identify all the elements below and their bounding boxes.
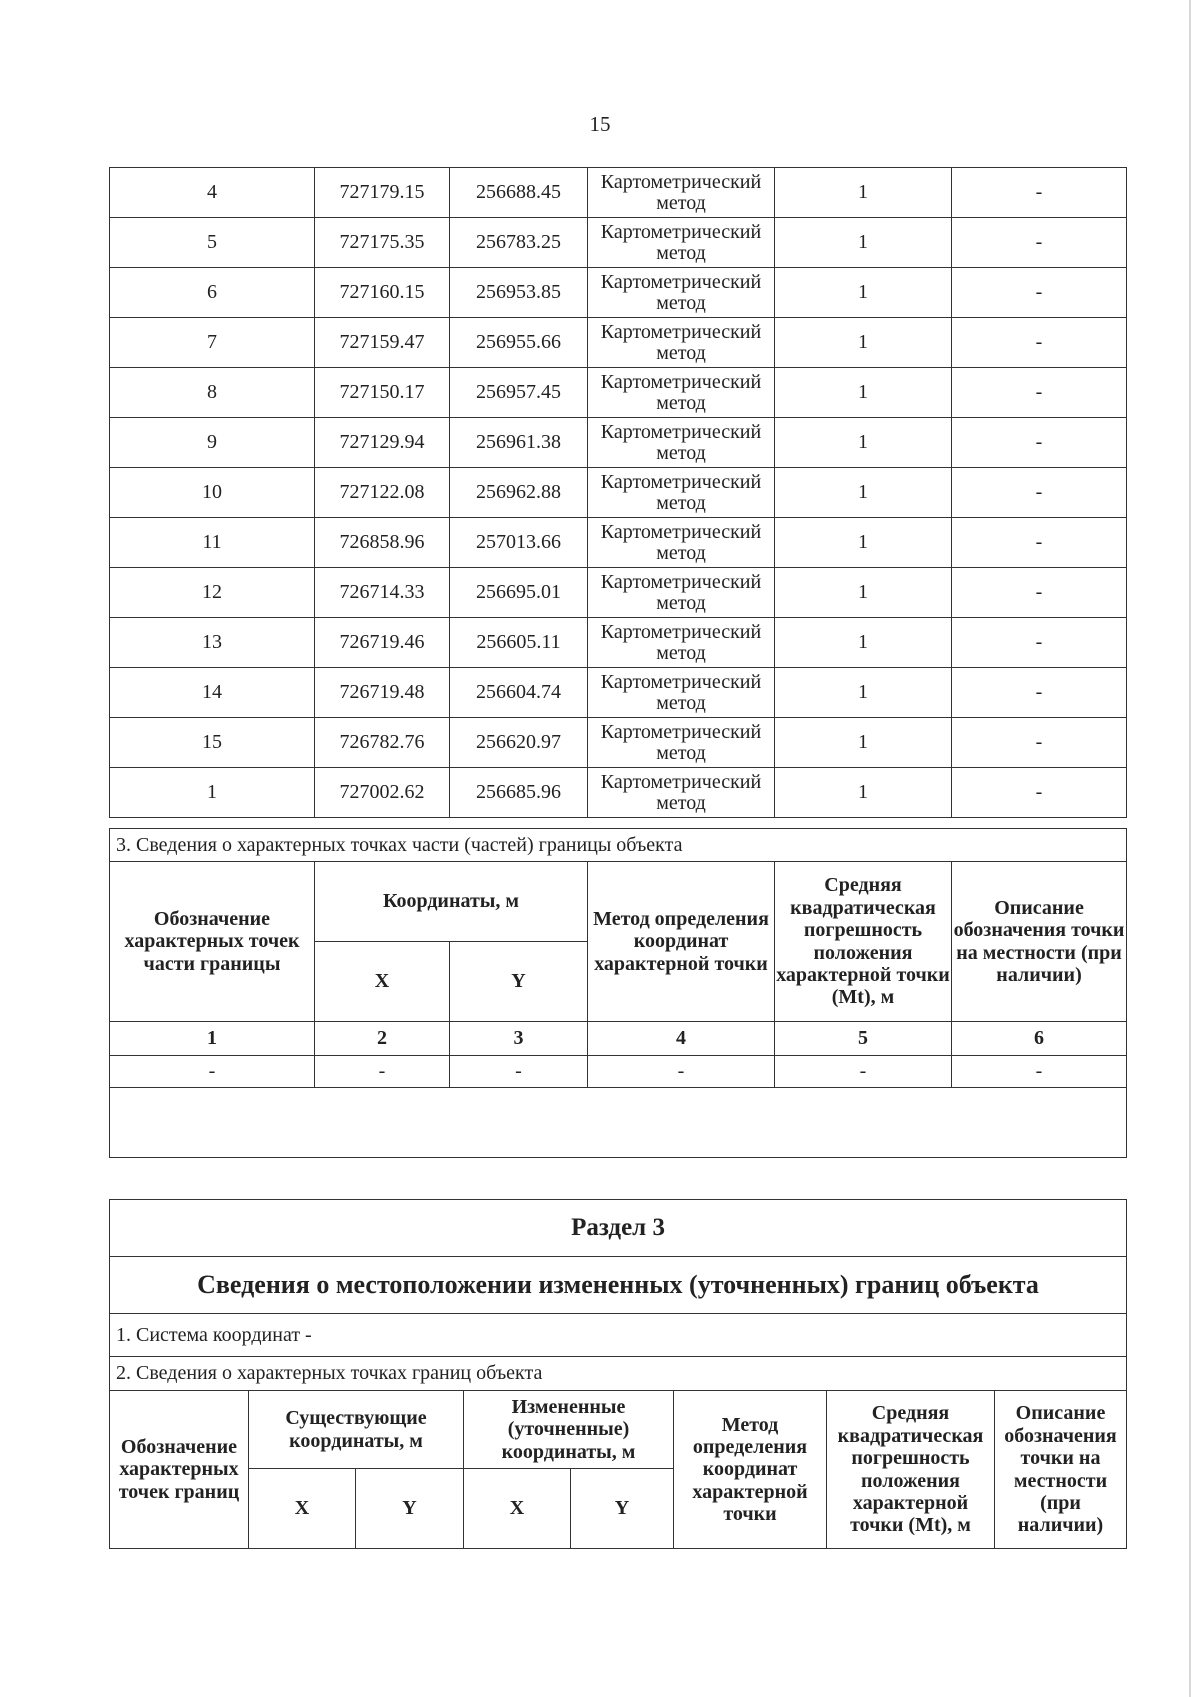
x-cell: 727159.47	[315, 318, 450, 368]
method-line1: Картометрический	[600, 421, 762, 444]
method-line1: Картометрический	[600, 271, 762, 294]
page-edge-line	[1189, 0, 1191, 1697]
y-cell: 256953.85	[450, 268, 588, 318]
method-line2: метод	[656, 591, 706, 614]
col-number: 1	[110, 1022, 315, 1056]
point-cell: 15	[110, 718, 315, 768]
mt-cell: 1	[775, 168, 952, 218]
header-changed-coordinates: Измененные (уточненные) координаты, м	[464, 1391, 674, 1469]
method-line1: Картометрический	[600, 171, 762, 194]
x-cell: 727002.62	[315, 768, 450, 818]
header-mt: Средняя квадратическая погрешность положения характерной точки (Mt), м	[775, 862, 952, 1022]
coordinate-row	[110, 668, 1127, 718]
point-cell: 8	[110, 368, 315, 418]
coordinate-row	[110, 418, 1127, 468]
method-line1: Картометрический	[600, 221, 762, 244]
header-existing-x: X	[249, 1469, 356, 1549]
method-cell	[588, 318, 775, 368]
description-cell: -	[952, 618, 1127, 668]
description-cell: -	[952, 718, 1127, 768]
mt-cell: 1	[775, 768, 952, 818]
coordinate-row	[110, 268, 1127, 318]
y-cell: 256685.96	[450, 768, 588, 818]
coordinates-table	[109, 167, 1127, 818]
method-cell	[588, 468, 775, 518]
coordinate-row	[110, 518, 1127, 568]
mt-cell: 1	[775, 518, 952, 568]
coordinates-table-body	[110, 168, 1127, 818]
description-cell: -	[952, 168, 1127, 218]
y-cell: 256961.38	[450, 418, 588, 468]
method-cell	[588, 168, 775, 218]
col-number: 5	[775, 1022, 952, 1056]
point-cell: 10	[110, 468, 315, 518]
method-line2: метод	[656, 441, 706, 464]
description-cell: -	[952, 418, 1127, 468]
method-line1: Картометрический	[600, 321, 762, 344]
coordinate-row	[110, 768, 1127, 818]
method-line2: метод	[656, 391, 706, 414]
y-cell: 256962.88	[450, 468, 588, 518]
coordinate-row	[110, 618, 1127, 668]
parts-points-table	[109, 828, 1127, 1158]
method-cell	[588, 768, 775, 818]
point-cell: 12	[110, 568, 315, 618]
points-caption: 2. Сведения о характерных точках границ объекта	[110, 1357, 1127, 1391]
method-cell	[588, 218, 775, 268]
method-cell	[588, 418, 775, 468]
x-cell: 727175.35	[315, 218, 450, 268]
y-cell: 256605.11	[450, 618, 588, 668]
mt-cell: 1	[775, 568, 952, 618]
description-cell: -	[952, 668, 1127, 718]
section3-table	[109, 1199, 1127, 1549]
section-subtitle: Сведения о местоположении измененных (уточненных) границ объекта	[110, 1257, 1127, 1314]
description-cell: -	[952, 768, 1127, 818]
coordinate-row	[110, 368, 1127, 418]
description-cell: -	[952, 568, 1127, 618]
header-changed-x: X	[464, 1469, 571, 1549]
method-cell	[588, 568, 775, 618]
y-cell: 256695.01	[450, 568, 588, 618]
header-coordinates: Координаты, м	[315, 862, 588, 942]
x-cell: 727129.94	[315, 418, 450, 468]
method-cell	[588, 718, 775, 768]
y-cell: 256604.74	[450, 668, 588, 718]
x-cell: 726719.46	[315, 618, 450, 668]
point-cell: 9	[110, 418, 315, 468]
point-cell: 7	[110, 318, 315, 368]
method-line2: метод	[656, 691, 706, 714]
header-point-designation: Обозначение характерных точек части границы	[110, 862, 315, 1022]
header-method: Метод определения координат характерной точки	[674, 1391, 827, 1549]
method-line1: Картометрический	[600, 771, 762, 794]
coordinate-row	[110, 318, 1127, 368]
point-cell: 5	[110, 218, 315, 268]
header-changed-y: Y	[571, 1469, 674, 1549]
description-cell: -	[952, 318, 1127, 368]
mt-cell: 1	[775, 718, 952, 768]
empty-cell: -	[775, 1056, 952, 1088]
section-title: Раздел 3	[110, 1200, 1127, 1257]
point-cell: 6	[110, 268, 315, 318]
method-line2: метод	[656, 791, 706, 814]
header-method: Метод определения координат характерной точки	[588, 862, 775, 1022]
coordinate-row	[110, 718, 1127, 768]
method-line1: Картометрический	[600, 471, 762, 494]
coordinate-row	[110, 218, 1127, 268]
y-cell: 257013.66	[450, 518, 588, 568]
header-x: X	[315, 942, 450, 1022]
empty-cell: -	[588, 1056, 775, 1088]
header-existing-coordinates: Существующие координаты, м	[249, 1391, 464, 1469]
header-y: Y	[450, 942, 588, 1022]
y-cell: 256955.66	[450, 318, 588, 368]
empty-cell: -	[952, 1056, 1127, 1088]
mt-cell: 1	[775, 368, 952, 418]
col-number: 6	[952, 1022, 1127, 1056]
x-cell: 727150.17	[315, 368, 450, 418]
empty-cell: -	[110, 1056, 315, 1088]
page-number: 15	[589, 112, 611, 136]
parts-caption: 3. Сведения о характерных точках части (частей) границы объекта	[110, 829, 1127, 862]
method-line1: Картометрический	[600, 671, 762, 694]
x-cell: 726714.33	[315, 568, 450, 618]
mt-cell: 1	[775, 268, 952, 318]
description-cell: -	[952, 518, 1127, 568]
point-cell: 13	[110, 618, 315, 668]
mt-cell: 1	[775, 218, 952, 268]
x-cell: 726719.48	[315, 668, 450, 718]
method-cell	[588, 268, 775, 318]
col-number: 2	[315, 1022, 450, 1056]
method-line2: метод	[656, 541, 706, 564]
header-mt: Средняя квадратическая погрешность положения характерной точки (Mt), м	[827, 1391, 995, 1549]
method-line2: метод	[656, 491, 706, 514]
method-line1: Картометрический	[600, 571, 762, 594]
method-line1: Картометрический	[600, 621, 762, 644]
method-line2: метод	[656, 641, 706, 664]
description-cell: -	[952, 468, 1127, 518]
description-cell: -	[952, 268, 1127, 318]
mt-cell: 1	[775, 668, 952, 718]
method-line1: Картометрический	[600, 371, 762, 394]
mt-cell: 1	[775, 318, 952, 368]
method-line1: Картометрический	[600, 721, 762, 744]
header-description: Описание обозначения точки на местности (при наличии)	[995, 1391, 1127, 1549]
description-cell: -	[952, 368, 1127, 418]
method-cell	[588, 518, 775, 568]
empty-cell: -	[315, 1056, 450, 1088]
method-line1: Картометрический	[600, 521, 762, 544]
header-existing-y: Y	[356, 1469, 464, 1549]
point-cell: 4	[110, 168, 315, 218]
col-number: 4	[588, 1022, 775, 1056]
mt-cell: 1	[775, 618, 952, 668]
x-cell: 727179.15	[315, 168, 450, 218]
x-cell: 726858.96	[315, 518, 450, 568]
point-cell: 1	[110, 768, 315, 818]
point-cell: 14	[110, 668, 315, 718]
coordinate-row	[110, 568, 1127, 618]
y-cell: 256783.25	[450, 218, 588, 268]
description-cell: -	[952, 218, 1127, 268]
method-cell	[588, 368, 775, 418]
method-cell	[588, 618, 775, 668]
empty-cell: -	[450, 1056, 588, 1088]
header-point-designation: Обозначение характерных точек границ	[110, 1391, 249, 1549]
y-cell: 256620.97	[450, 718, 588, 768]
mt-cell: 1	[775, 468, 952, 518]
y-cell: 256688.45	[450, 168, 588, 218]
method-cell	[588, 668, 775, 718]
coordinate-row	[110, 468, 1127, 518]
method-line2: метод	[656, 341, 706, 364]
x-cell: 727160.15	[315, 268, 450, 318]
coordinate-row	[110, 168, 1127, 218]
x-cell: 726782.76	[315, 718, 450, 768]
y-cell: 256957.45	[450, 368, 588, 418]
col-number: 3	[450, 1022, 588, 1056]
x-cell: 727122.08	[315, 468, 450, 518]
point-cell: 11	[110, 518, 315, 568]
blank-row	[110, 1088, 1127, 1158]
method-line2: метод	[656, 191, 706, 214]
method-line2: метод	[656, 291, 706, 314]
method-line2: метод	[656, 241, 706, 264]
header-description: Описание обозначения точки на местности (при наличии)	[952, 862, 1127, 1022]
coordinate-system: 1. Система координат -	[110, 1314, 1127, 1357]
mt-cell: 1	[775, 418, 952, 468]
method-line2: метод	[656, 741, 706, 764]
